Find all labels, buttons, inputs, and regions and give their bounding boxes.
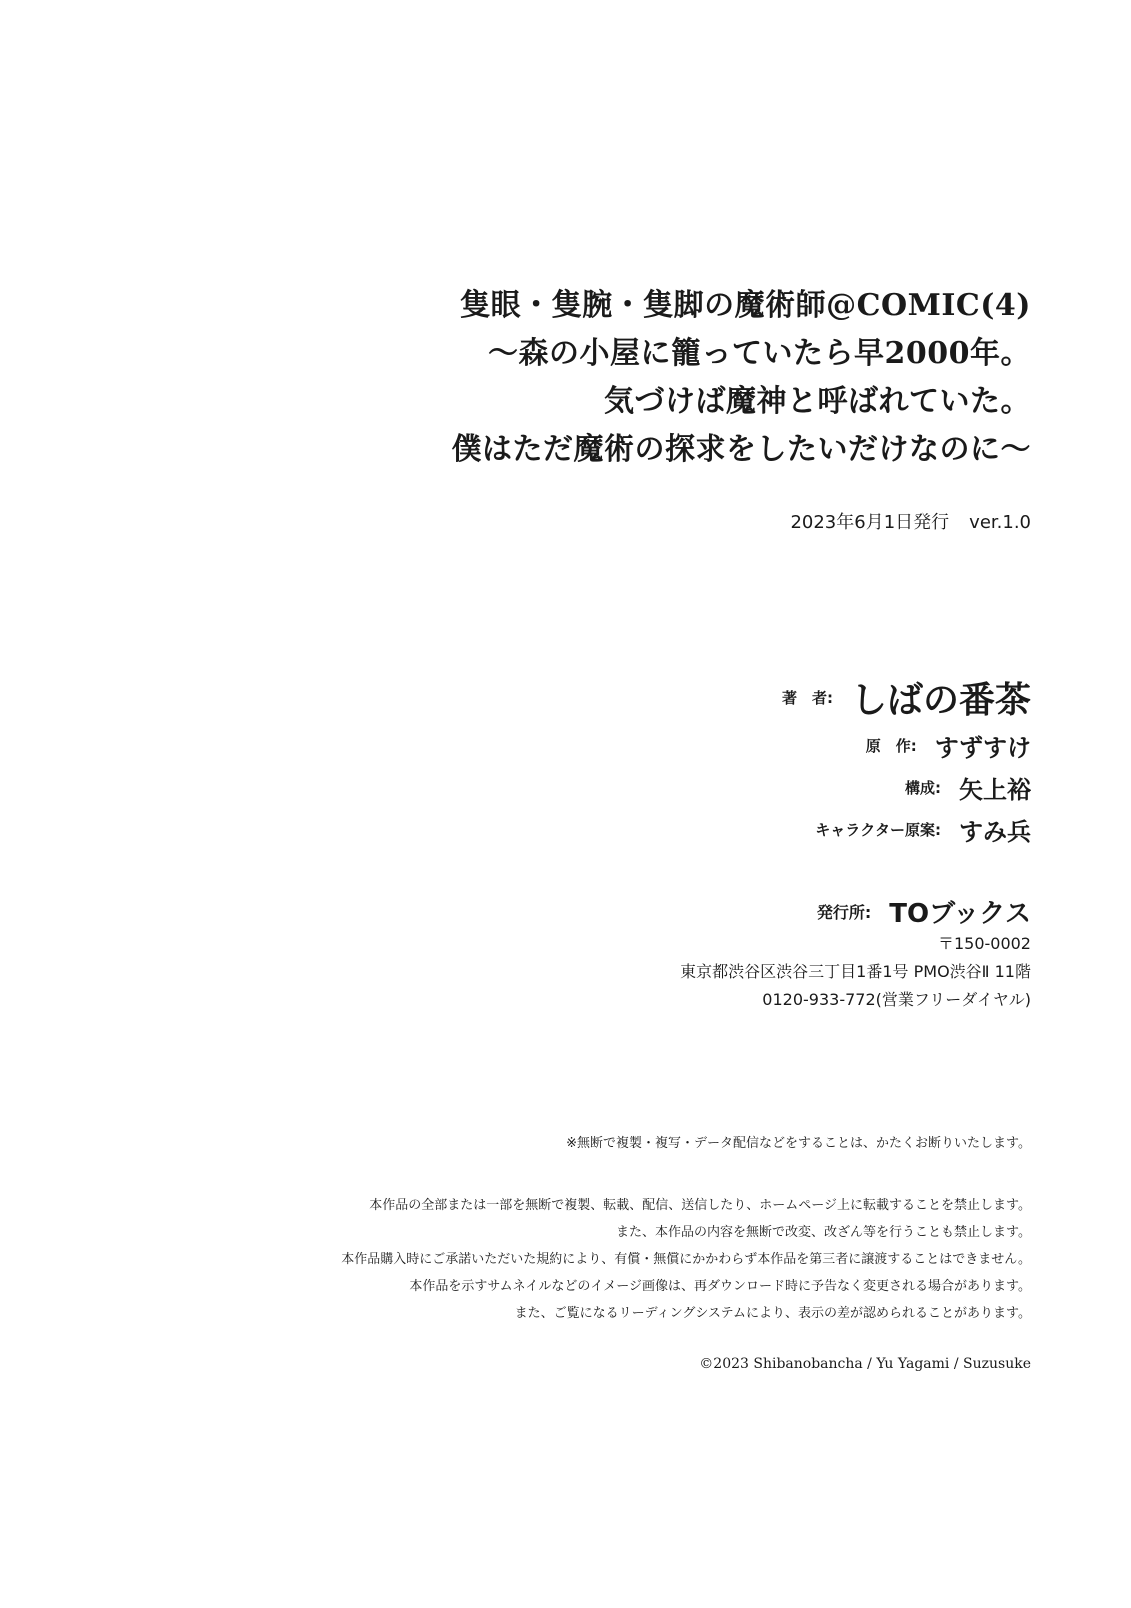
publisher-info bbox=[680, 930, 1031, 1014]
issue-date: 2023年6月1日発行 bbox=[790, 512, 950, 533]
notice-line-3: 本作品購入時にご承諾いただいた規約により、有償・無償にかかわらず本作品を第三者に譲渡することはできません。 bbox=[341, 1252, 1031, 1267]
credit-character bbox=[815, 812, 1031, 847]
issue-info bbox=[790, 510, 1031, 536]
credit-author bbox=[782, 672, 1031, 723]
credit-role-author: 著 者: bbox=[781, 689, 833, 707]
credit-original bbox=[866, 728, 1031, 763]
title-line-4: 僕はただ魔術の探求をしたいだけなのに〜 bbox=[451, 432, 1031, 467]
notice-line-2: また、本作品の内容を無断で改変、改ざん等を行うことも禁止します。 bbox=[616, 1225, 1031, 1240]
publisher-address: 東京都渋谷区渋谷三丁目1番1号 PMO渋谷Ⅱ 11階 bbox=[680, 962, 1031, 981]
title-line-2: 〜森の小屋に籠っていたら早2000年。 bbox=[488, 336, 1031, 371]
credit-name-original: すずすけ bbox=[934, 734, 1031, 762]
publisher-phone: 0120-933-772(営業フリーダイヤル) bbox=[762, 990, 1031, 1009]
copyright-notice: ©2023 Shibanobancha / Yu Yagami / Suzusuke bbox=[699, 1356, 1031, 1372]
credit-name-composition: 矢上裕 bbox=[959, 776, 1031, 804]
title-line-3: 気づけば魔神と呼ばれていた。 bbox=[604, 384, 1031, 419]
notice-line-5: また、ご覧になるリーディングシステムにより、表示の差が認められることがあります。 bbox=[514, 1306, 1031, 1321]
notice-line-4: 本作品を示すサムネイルなどのイメージ画像は、再ダウンロード時に予告なく変更される場合があります。 bbox=[409, 1279, 1031, 1294]
credit-role-composition: 構成: bbox=[905, 779, 941, 797]
version-label: ver.1.0 bbox=[969, 512, 1031, 533]
credit-name-character: すみ兵 bbox=[959, 818, 1031, 846]
book-title bbox=[452, 282, 1032, 474]
publisher-name: TOブックス bbox=[889, 899, 1031, 929]
credit-name-author: しばの番茶 bbox=[850, 680, 1031, 721]
credit-publisher bbox=[817, 893, 1031, 930]
publisher-role: 発行所: bbox=[816, 903, 872, 922]
credit-composition bbox=[905, 770, 1031, 805]
credit-role-original: 原 作: bbox=[865, 737, 917, 755]
notice-main: ※無断で複製・複写・データ配信などをすることは、かたくお断りいたします。 bbox=[566, 1136, 1031, 1151]
publisher-postal: 〒150-0002 bbox=[937, 934, 1031, 953]
notice-line-1: 本作品の全部または一部を無断で複製、転載、配信、送信したり、ホームページ上に転載することを禁止します。 bbox=[369, 1198, 1031, 1213]
notice-block bbox=[341, 1192, 1031, 1327]
title-line-1: 隻眼・隻腕・隻脚の魔術師@COMIC(4) bbox=[460, 288, 1031, 323]
credit-role-character: キャラクター原案: bbox=[815, 821, 941, 839]
